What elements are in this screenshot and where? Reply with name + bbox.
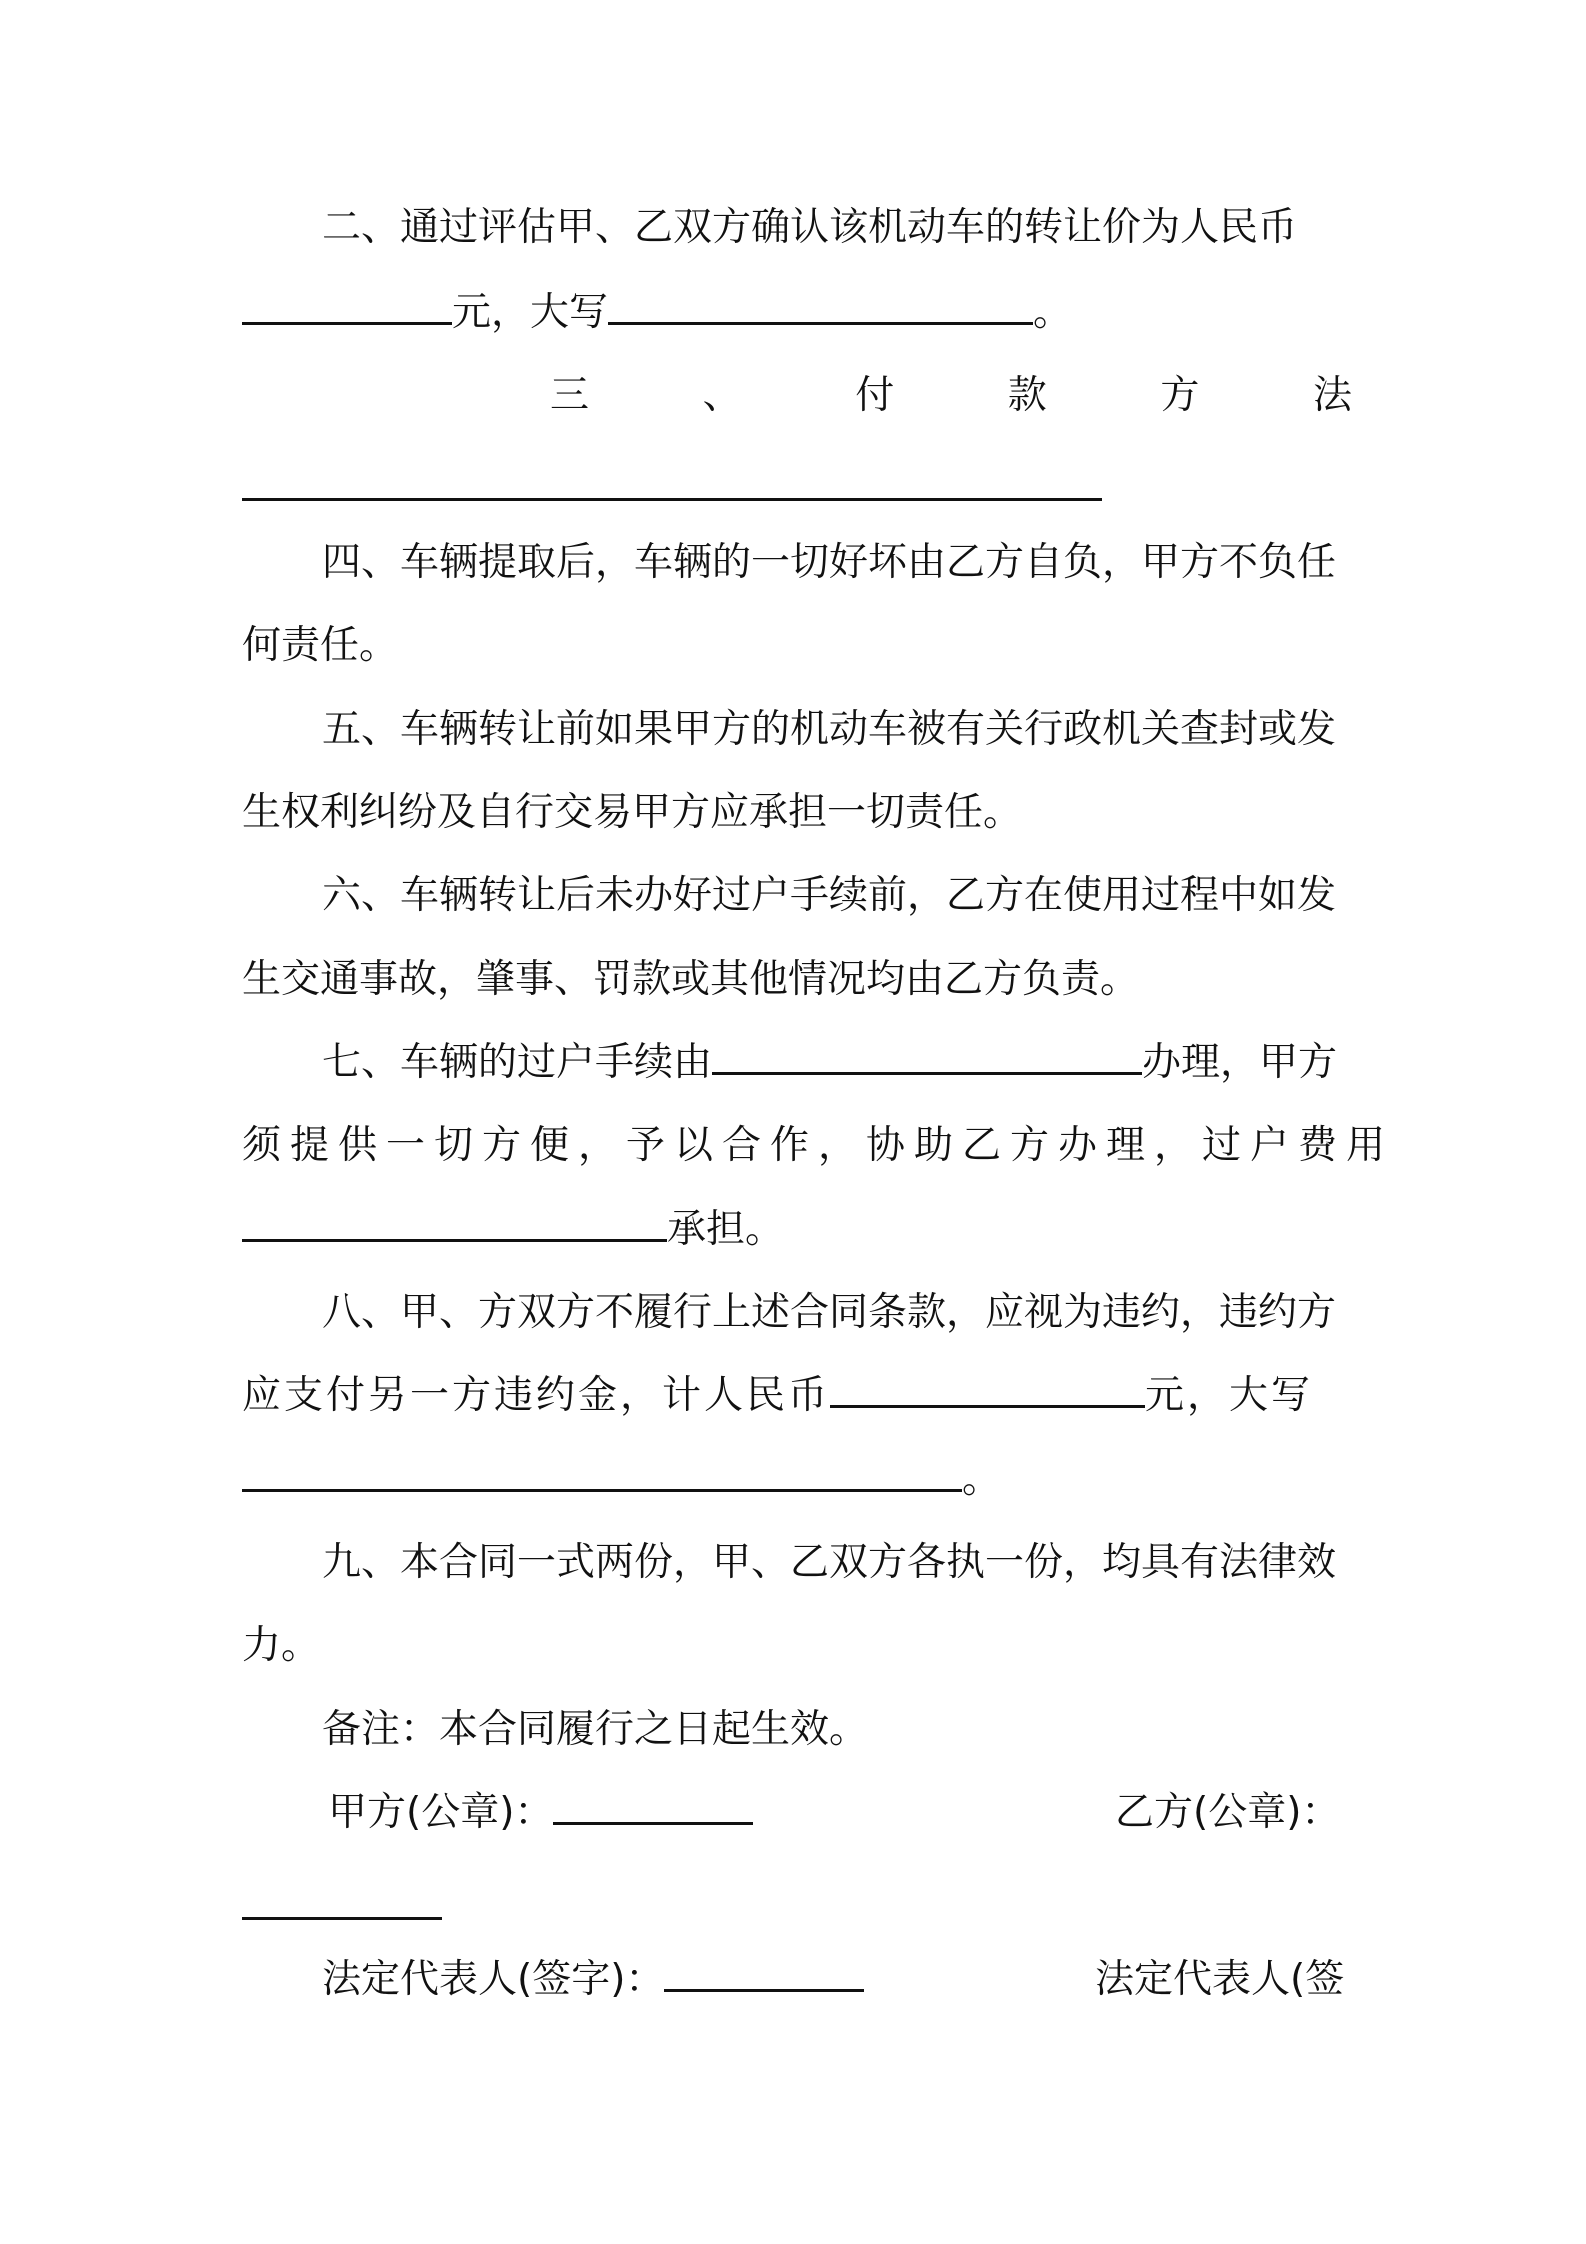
clause-3-char: 付	[855, 373, 895, 418]
clause-9-line-1	[242, 1535, 1352, 1591]
rep-a-signature-blank[interactable]	[664, 1953, 864, 1992]
clause-9-text-2: 力。	[242, 1623, 321, 1668]
clause-7-text-2: 须提供一切方便，予以合作，协助乙方办理，过户费用	[242, 1123, 1395, 1168]
clause-8-line-1	[242, 1285, 1352, 1341]
party-b-label: 乙方(公章)：	[1115, 1790, 1341, 1835]
rep-b-signature	[1095, 1952, 1344, 2008]
clause-8-text-1: 八、甲、方双方不履行上述合同条款，应视为违约，违约方	[322, 1290, 1337, 1335]
clause-7-text-3: 承担。	[667, 1207, 785, 1252]
clause-5-text-1: 五、车辆转让前如果甲方的机动车被有关行政机关查封或发	[322, 707, 1337, 752]
party-b-seal-blank[interactable]	[242, 1917, 442, 1920]
clause-7-line-1	[242, 1035, 1352, 1091]
clause-4-line-1	[242, 535, 1352, 591]
clause-3-char: 三	[550, 373, 590, 418]
party-a-seal	[328, 1785, 753, 1841]
clause-7-line-2	[242, 1118, 1395, 1174]
price-uppercase-blank[interactable]	[608, 286, 1033, 325]
clause-6-text-2: 生交通事故，肇事、罚款或其他情况均由乙方负责。	[242, 957, 1140, 1002]
clause-9-text-1: 九、本合同一式两份，甲、乙双方各执一份，均具有法律效	[322, 1540, 1337, 1585]
clause-2-line-1	[242, 200, 1352, 256]
clause-3-char: 款	[1007, 373, 1047, 418]
clause-4-text-1: 四、车辆提取后，车辆的一切好坏由乙方自负，甲方不负任	[322, 540, 1337, 585]
party-a-label: 甲方(公章)：	[328, 1790, 554, 1835]
rep-a-label: 法定代表人(签字)：	[322, 1957, 665, 2002]
clause-5-text-2: 生权利纠纷及自行交易甲方应承担一切责任。	[242, 790, 1023, 835]
party-a-seal-blank[interactable]	[553, 1786, 753, 1825]
rep-b-label: 法定代表人(签	[1095, 1957, 1345, 2002]
clause-7-text-1a: 七、车辆的过户手续由	[322, 1040, 713, 1085]
party-b-seal	[1115, 1785, 1340, 1841]
clause-8-text-2b: 元，大写	[1145, 1373, 1314, 1418]
payment-method-blank[interactable]	[242, 498, 1102, 501]
clause-3-char: 方	[1160, 373, 1200, 418]
note-line	[242, 1702, 1352, 1758]
penalty-amount-blank[interactable]	[830, 1369, 1145, 1408]
clause-8-text-2a: 应支付另一方违约金，计人民币	[242, 1373, 831, 1418]
clause-6-line-2	[242, 952, 1352, 1008]
clause-2-text: 二、通过评估甲、乙双方确认该机动车的转让价为人民币	[322, 205, 1298, 250]
clause-9-line-2	[242, 1618, 1352, 1674]
clause-8-text-3: 。	[962, 1457, 1002, 1502]
clause-6-line-1	[242, 868, 1352, 924]
penalty-uppercase-blank[interactable]	[242, 1453, 962, 1492]
rep-a-signature	[322, 1952, 864, 2008]
transfer-fee-bearer-blank[interactable]	[242, 1203, 667, 1242]
clause-5-line-1	[242, 702, 1352, 758]
clause-8-line-2	[242, 1368, 1352, 1424]
clause-3-char: 法	[1312, 373, 1352, 418]
clause-3-char: 、	[702, 373, 742, 418]
clause-3-heading	[550, 368, 1352, 424]
price-blank[interactable]	[242, 286, 452, 325]
clause-2-line-2	[242, 285, 1352, 341]
clause-4-text-2: 何责任。	[242, 623, 399, 668]
clause-2-cont-b: 。	[1033, 290, 1073, 335]
clause-6-text-1: 六、车辆转让后未办好过户手续前，乙方在使用过程中如发	[322, 873, 1337, 918]
clause-8-line-3	[242, 1452, 1352, 1508]
clause-2-cont-a: 元，大写	[452, 290, 609, 335]
transfer-handler-blank[interactable]	[712, 1036, 1142, 1075]
clause-4-line-2	[242, 618, 1352, 674]
clause-7-text-1b: 办理，甲方	[1142, 1040, 1338, 1085]
clause-5-line-2	[242, 785, 1352, 841]
clause-7-line-3	[242, 1202, 1352, 1258]
note-text: 备注：本合同履行之日起生效。	[322, 1707, 869, 1752]
